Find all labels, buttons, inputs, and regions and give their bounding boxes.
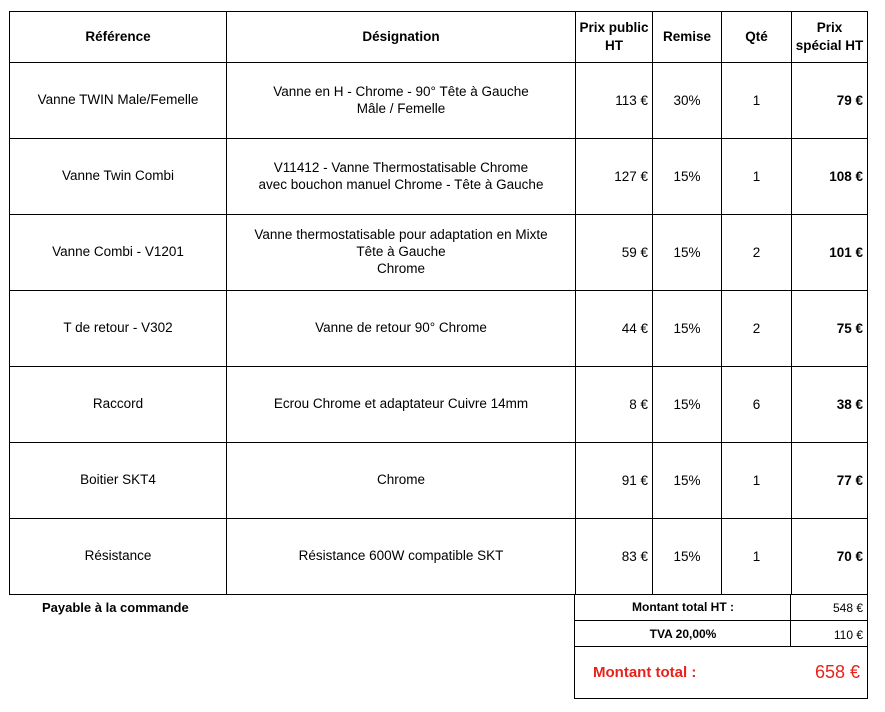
- cell-qte: 2: [722, 291, 792, 367]
- cell-prix-special: 101 €: [792, 215, 868, 291]
- cell-reference: T de retour - V302: [10, 291, 227, 367]
- header-prix-special: [792, 12, 868, 63]
- designation-line: Tête à Gauche: [356, 244, 446, 260]
- tva-label: TVA 20,00%: [649, 627, 717, 641]
- cell-qte: 1: [722, 63, 792, 139]
- montant-total-value: 658 €: [814, 662, 860, 682]
- cell-reference: Vanne TWIN Male/Femelle: [10, 63, 227, 139]
- cell-prix-special: 79 €: [792, 63, 868, 139]
- totals-row-separator-2: [574, 646, 868, 647]
- cell-reference: Vanne Combi - V1201: [10, 215, 227, 291]
- cell-prix-public: 83 €: [576, 519, 653, 595]
- cell-remise: 15%: [653, 215, 722, 291]
- designation-line: Résistance 600W compatible SKT: [298, 548, 504, 564]
- designation-line: Ecrou Chrome et adaptateur Cuivre 14mm: [273, 396, 529, 412]
- cell-prix-public: 8 €: [576, 367, 653, 443]
- cell-remise: 15%: [653, 519, 722, 595]
- cell-designation: [227, 215, 576, 291]
- designation-line: Vanne thermostatisable pour adaptation en Mixte: [254, 227, 548, 243]
- payment-terms: Payable à la commande: [42, 600, 189, 615]
- cell-qte: 1: [722, 519, 792, 595]
- cell-prix-special: 38 €: [792, 367, 868, 443]
- designation-line: Vanne de retour 90° Chrome: [315, 320, 487, 336]
- tva-value: 110 €: [833, 628, 863, 642]
- cell-prix-public: 59 €: [576, 215, 653, 291]
- cell-designation: [227, 63, 576, 139]
- header-prix-public: [576, 12, 653, 63]
- header-prix-special-line1: Prix: [816, 19, 843, 35]
- cell-prix-special: 75 €: [792, 291, 868, 367]
- cell-designation: [227, 367, 576, 443]
- montant-ht-label: Montant total HT :: [632, 600, 734, 614]
- montant-total-label: Montant total :: [593, 664, 697, 681]
- designation-line: Vanne en H - Chrome - 90° Tête à Gauche: [273, 83, 529, 99]
- cell-remise: 15%: [653, 443, 722, 519]
- header-prix-public-line2: HT: [605, 38, 623, 53]
- designation-line: Chrome: [376, 472, 425, 488]
- cell-remise: 15%: [653, 367, 722, 443]
- header-reference: Référence: [10, 12, 227, 63]
- designation-line: V11412 - Vanne Thermostatisable Chrome: [273, 159, 529, 175]
- designation-line: Mâle / Femelle: [356, 100, 446, 116]
- cell-prix-special: 108 €: [792, 139, 868, 215]
- cell-reference: Résistance: [10, 519, 227, 595]
- table-header-row: [10, 12, 868, 63]
- cell-qte: 6: [722, 367, 792, 443]
- header-prix-public-line1: Prix public: [579, 19, 649, 35]
- cell-reference: Raccord: [10, 367, 227, 443]
- cell-remise: 15%: [653, 291, 722, 367]
- cell-qte: 1: [722, 139, 792, 215]
- cell-remise: 15%: [653, 139, 722, 215]
- cell-qte: 2: [722, 215, 792, 291]
- cell-qte: 1: [722, 443, 792, 519]
- cell-prix-public: 44 €: [576, 291, 653, 367]
- table-row: [10, 215, 868, 291]
- table-row: [10, 367, 868, 443]
- totals-row-separator-1: [574, 620, 868, 621]
- cell-prix-public: 91 €: [576, 443, 653, 519]
- cell-designation: [227, 519, 576, 595]
- table-row: [10, 519, 868, 595]
- table-row: [10, 139, 868, 215]
- cell-remise: 30%: [653, 63, 722, 139]
- table-row: [10, 291, 868, 367]
- montant-ht-value: 548 €: [832, 601, 863, 615]
- designation-line: avec bouchon manuel Chrome - Tête à Gauche: [258, 176, 544, 192]
- designation-line: Chrome: [376, 260, 425, 276]
- quote-table: [9, 11, 868, 595]
- cell-prix-public: 113 €: [576, 63, 653, 139]
- cell-reference: Boitier SKT4: [10, 443, 227, 519]
- cell-prix-special: 70 €: [792, 519, 868, 595]
- header-prix-special-line2: spécial HT: [795, 38, 864, 53]
- cell-designation: [227, 291, 576, 367]
- cell-designation: [227, 443, 576, 519]
- table-row: [10, 443, 868, 519]
- header-designation: Désignation: [227, 12, 576, 63]
- header-remise: Remise: [653, 12, 722, 63]
- cell-reference: Vanne Twin Combi: [10, 139, 227, 215]
- cell-prix-public: 127 €: [576, 139, 653, 215]
- cell-designation: [227, 139, 576, 215]
- cell-prix-special: 77 €: [792, 443, 868, 519]
- table-row: [10, 63, 868, 139]
- header-qte: Qté: [722, 12, 792, 63]
